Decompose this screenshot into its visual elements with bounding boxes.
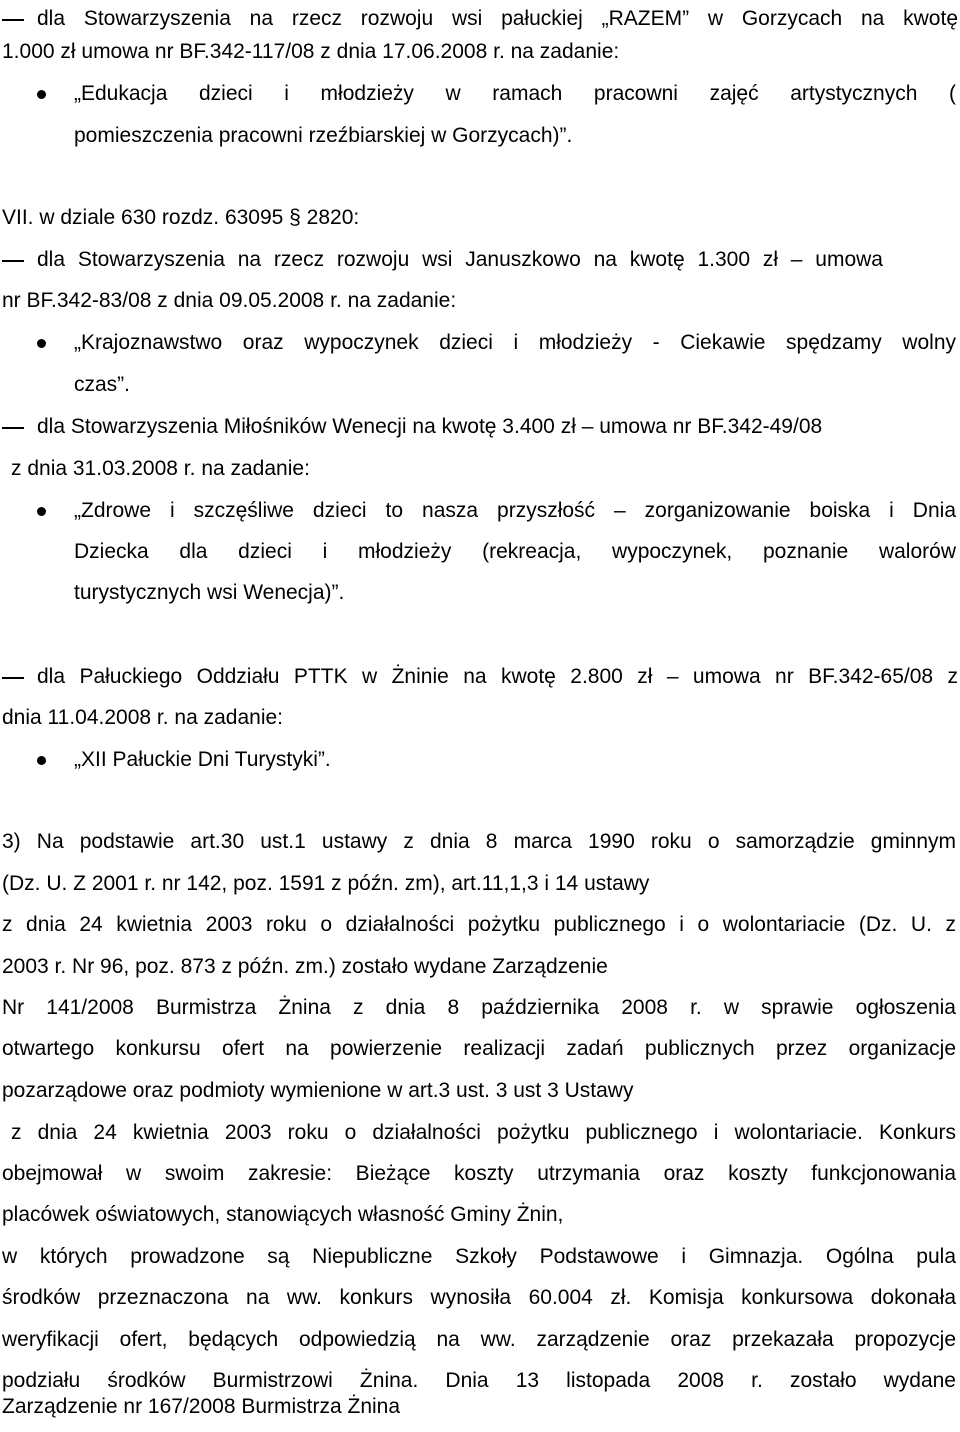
text-line: „Edukacja dzieci i młodzieży w ramach pracowni zajęć artystycznych (: [74, 82, 956, 105]
dash-item-januszkowo: [0, 239, 960, 281]
text-line: Nr 141/2008 Burmistrza Żnina z dnia 8 października 2008 r. w sprawie ogłoszenia: [2, 996, 956, 1019]
text-line: Zarządzenie nr 167/2008 Burmistrza Żnina: [2, 1395, 401, 1418]
text-line: nr BF.342-83/08 z dnia 09.05.2008 r. na zadanie:: [2, 289, 457, 312]
text-line: VII. w dziale 630 rozdz. 63095 § 2820:: [2, 206, 360, 229]
text-line: w których prowadzone są Niepubliczne Szkoły Podstawowe i Gimnazja. Ogólna pula: [2, 1245, 956, 1268]
bullet-item-krajoznawstwo: [0, 322, 960, 364]
text-line-29: [0, 1277, 960, 1319]
text-line: placówek oświatowych, stanowiących własność Gminy Żnin,: [2, 1203, 564, 1226]
text-line-16: [0, 697, 960, 739]
text-line-27: [0, 1194, 960, 1236]
text-line: weryfikacji ofert, będących odpowiedzią na ww. zarządzenie oraz przekazała propozycje: [2, 1328, 956, 1351]
text-line: (Dz. U. Z 2001 r. nr 142, poz. 1591 z późn. zm), art.11,1,3 i 14 ustawy: [2, 872, 650, 895]
text-line-28: [0, 1236, 960, 1278]
bullet-item-edukacja: [0, 73, 960, 115]
text-line: dla Stowarzyszenia na rzecz rozwoju wsi Januszkowo na kwotę 1.300 zł – umowa: [37, 248, 883, 271]
text-line: z dnia 31.03.2008 r. na zadanie:: [11, 457, 310, 480]
text-line: „Krajoznawstwo oraz wypoczynek dzieci i młodzieży - Ciekawie spędzamy wolny: [74, 331, 956, 354]
text-line-11: [0, 448, 960, 490]
text-line: środków przeznaczona na ww. konkurs wynosiła 60.004 zł. Komisja konkursowa dokonała: [2, 1286, 956, 1309]
text-line-23: [0, 1028, 960, 1070]
text-line-7: [0, 280, 960, 322]
text-line: dla Stowarzyszenia Miłośników Wenecji na kwotę 3.400 zł – umowa nr BF.342-49/08: [37, 415, 823, 438]
text-line: Dziecka dla dzieci i młodzieży (rekreacja, wypoczynek, poznanie walorów: [74, 540, 956, 563]
text-line-32: [0, 1386, 960, 1428]
text-line: „Zdrowe i szczęśliwe dzieci to nasza przyszłość – zorganizowanie boiska i Dnia: [74, 499, 956, 522]
text-line-13: [0, 531, 960, 573]
text-line: podziału środków Burmistrzowi Żnina. Dnia 13 listopada 2008 r. zostało wydane: [2, 1369, 956, 1392]
text-line-30: [0, 1319, 960, 1361]
text-line: 3) Na podstawie art.30 ust.1 ustawy z dnia 8 marca 1990 roku o samorządzie gminnym: [2, 830, 956, 853]
text-line: czas”.: [74, 373, 131, 396]
text-line: 1.000 zł umowa nr BF.342-117/08 z dnia 17.06.2008 r. na zadanie:: [2, 40, 620, 63]
text-line: pomieszczenia pracowni rzeźbiarskiej w Gorzycach)”.: [74, 124, 573, 147]
text-line-18: [0, 821, 960, 863]
text-line-26: [0, 1153, 960, 1195]
section-heading-vii: [0, 197, 960, 239]
text-line: turystycznych wsi Wenecja)”.: [74, 581, 345, 604]
dash-marker: [2, 427, 24, 429]
text-line: dla Stowarzyszenia na rzecz rozwoju wsi pałuckiej „RAZEM” w Gorzycach na kwotę: [37, 7, 958, 30]
text-line-4: [0, 115, 960, 157]
text-line-20: [0, 904, 960, 946]
text-line: otwartego konkursu ofert na powierzenie realizacji zadań publicznych przez organizacje: [2, 1037, 956, 1060]
bullet-item-xii: [0, 739, 960, 781]
text-line: obejmował w swoim zakresie: Bieżące koszty utrzymania oraz koszty funkcjonowania: [2, 1162, 956, 1185]
dash-marker: [2, 677, 24, 679]
text-line: dla Pałuckiego Oddziału PTTK w Żninie na kwotę 2.800 zł – umowa nr BF.342-65/08 z: [37, 665, 958, 688]
text-line: „XII Pałuckie Dni Turystyki”.: [74, 748, 331, 771]
text-line: z dnia 24 kwietnia 2003 roku o działalności pożytku publicznego i wolontariacie. Konkurs: [11, 1121, 956, 1144]
dash-marker: [2, 19, 24, 21]
text-line-22: [0, 987, 960, 1029]
text-line: z dnia 24 kwietnia 2003 roku o działalności pożytku publicznego i o wolontariacie (Dz. U. z: [2, 913, 956, 936]
bullet-marker: [37, 90, 46, 99]
dash-marker: [2, 260, 24, 262]
text-line-2: [0, 31, 960, 73]
text-line-19: [0, 863, 960, 905]
text-line-14: [0, 572, 960, 614]
bullet-marker: [37, 756, 46, 765]
text-line: 2003 r. Nr 96, poz. 873 z późn. zm.) zostało wydane Zarządzenie: [2, 955, 608, 978]
text-line-24: [0, 1070, 960, 1112]
text-line-25: [0, 1112, 960, 1154]
text-line-9: [0, 364, 960, 406]
bullet-item-zdrowe: [0, 490, 960, 532]
text-line: dnia 11.04.2008 r. na zadanie:: [2, 706, 284, 729]
dash-item-wenecja: [0, 406, 960, 448]
dash-item-pttk: [0, 656, 960, 698]
text-line: pozarządowe oraz podmioty wymienione w art.3 ust. 3 ust 3 Ustawy: [2, 1079, 634, 1102]
bullet-marker: [37, 507, 46, 516]
bullet-marker: [37, 339, 46, 348]
text-line-21: [0, 946, 960, 988]
